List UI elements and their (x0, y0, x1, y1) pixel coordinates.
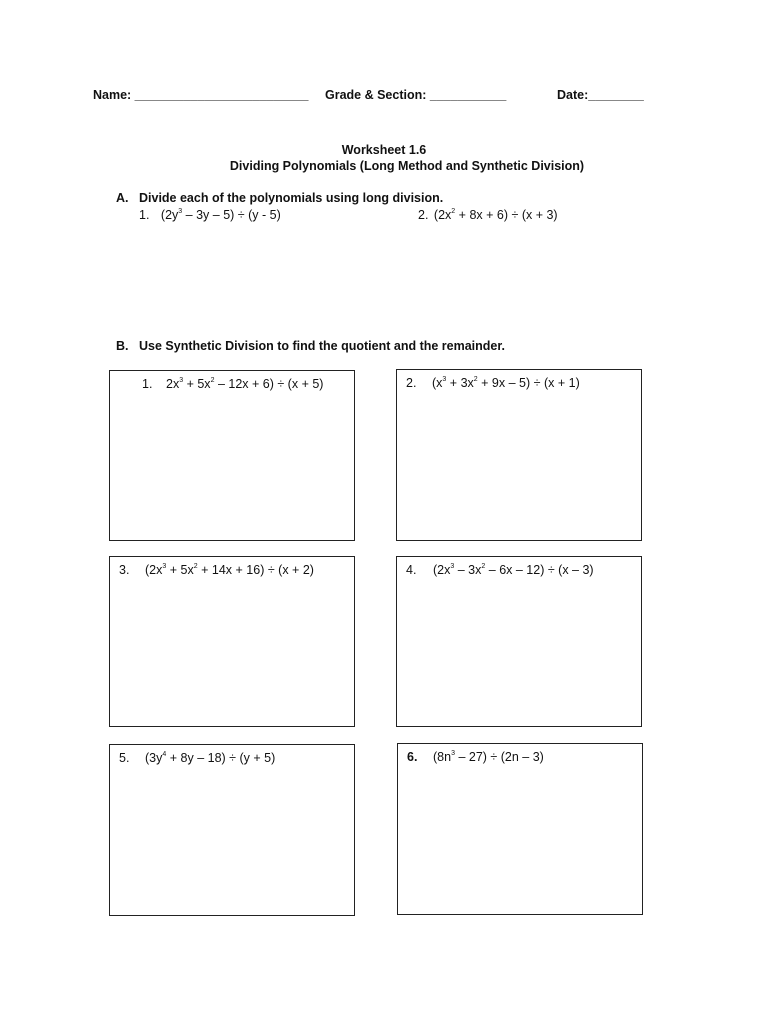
problem-expression: $2x^3 + 5x^2 - 12x + 6) \div (x + 5)$ (166, 377, 324, 391)
grade-section-field-label: Grade & Section: ___________ (325, 88, 507, 102)
problem-expression: $(2x^2 + 8x + 6) \div (x + 3)$ (433, 208, 558, 222)
section-b-instruction: Use Synthetic Division to find the quotient and the remainder. (139, 339, 506, 353)
problem-number: 4. (406, 563, 417, 577)
problem-number: 3. (119, 563, 130, 577)
section-b-letter: B. (116, 339, 129, 353)
answer-box-2[interactable] (396, 369, 642, 541)
worksheet-title: Worksheet 1.6 (341, 143, 427, 157)
problem-expression: $(3y^4 + 8y - 18) \div (y + 5)$ (145, 751, 276, 765)
problem-expression: $(2x^3 + 5x^2 + 14x + 16) \div (x + 2)$ (145, 563, 314, 577)
answer-box-4[interactable] (396, 556, 642, 727)
problem-expression: $(8n^3 - 27) \div (2n - 3)$ (433, 750, 544, 764)
problem-expression: $(2y^3 - 3y - 5) \div (y - 5)$ (160, 208, 281, 222)
date-field-label: Date:________ (557, 88, 644, 102)
problem-number: 6. (407, 750, 418, 764)
worksheet-subtitle: Dividing Polynomials (Long Method and Synthetic Division) (229, 159, 585, 173)
name-field-label: Name: _________________________ (93, 88, 309, 102)
section-a-instruction: Divide each of the polynomials using long division. (139, 191, 444, 205)
problem-number: 5. (119, 751, 130, 765)
problem-expression: $(x^3 + 3x^2 + 9x - 5) \div (x + 1)$ (432, 376, 580, 390)
answer-box-1[interactable] (109, 370, 355, 541)
answer-box-3[interactable] (109, 556, 355, 727)
section-a-problem-2 (418, 208, 558, 222)
section-a-letter: A. (116, 191, 129, 205)
answer-box-6[interactable] (397, 743, 643, 915)
problem-number: 2. (406, 376, 417, 390)
problem-number: 2. (418, 208, 429, 222)
problem-number: 1. (139, 208, 150, 222)
section-a-problem-1 (139, 208, 281, 222)
problem-number: 1. (142, 377, 153, 391)
problem-expression: $(2x^3 - 3x^2 - 6x - 12) \div (x - 3)$ (433, 563, 594, 577)
answer-box-5[interactable] (109, 744, 355, 916)
